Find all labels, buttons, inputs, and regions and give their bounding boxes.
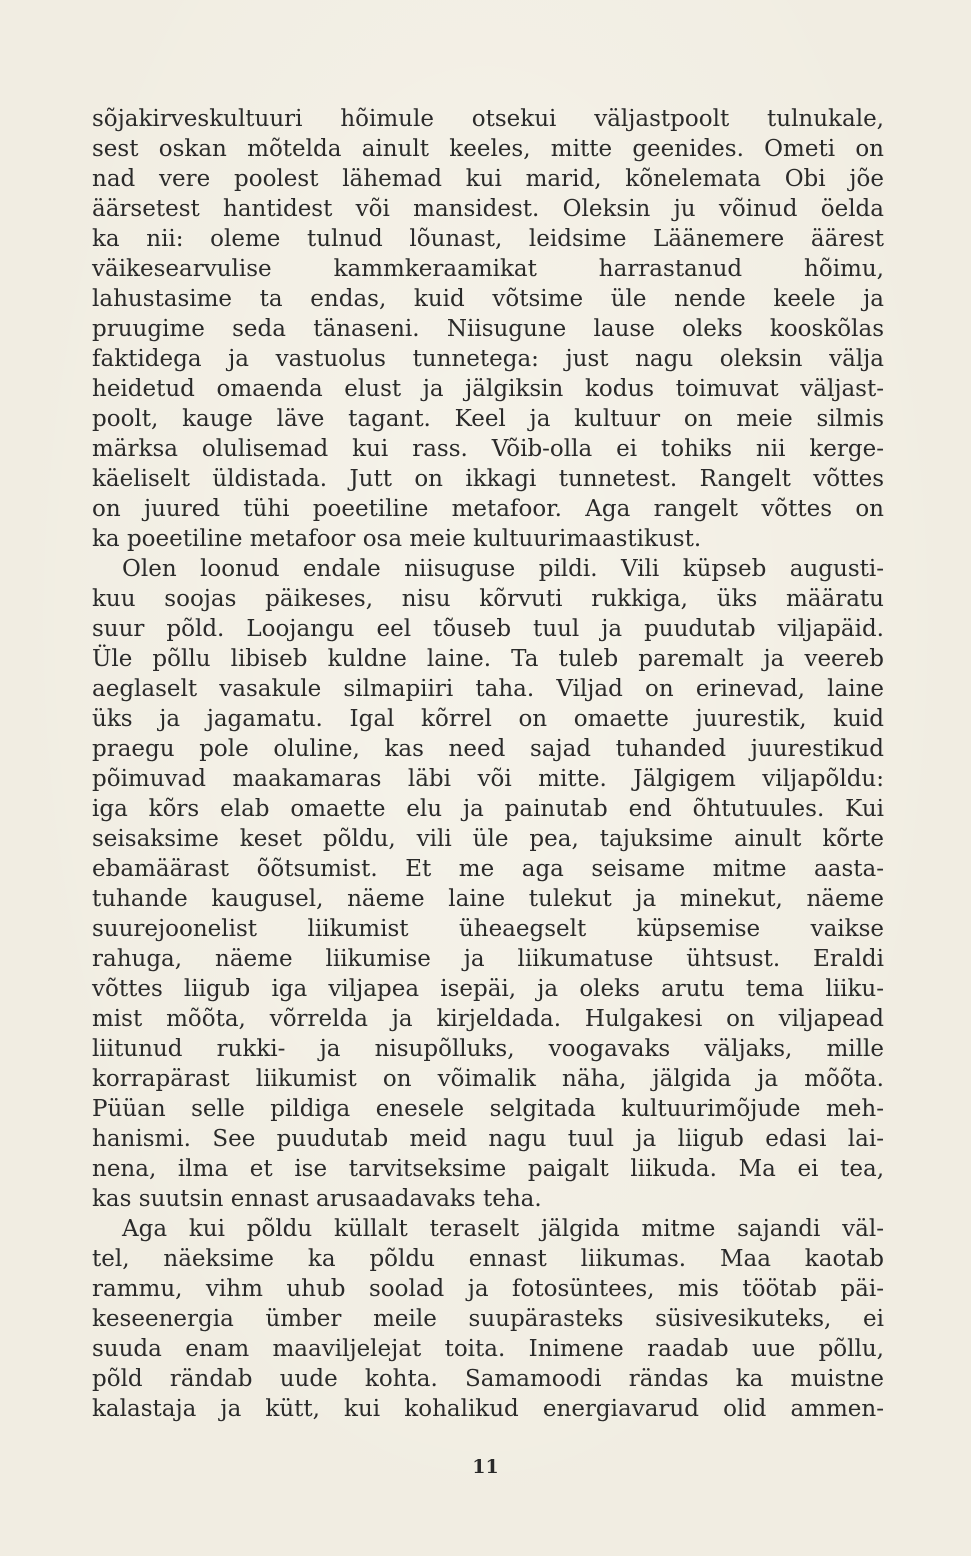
text-line: lahustasime ta endas, kuid võtsime üle nende keele ja [92,286,884,312]
text-line: aeglaselt vasakule silmapiiri taha. Viljad on erinevad, laine [92,676,884,702]
page-number: 11 [472,1456,499,1478]
paragraph-first-line: Olen loonud endale niisuguse pildi. Vili küpseb augusti- [122,556,884,582]
text-line: käeliselt üldistada. Jutt on ikkagi tunnetest. Rangelt võttes [92,466,884,492]
text-line: on juured tühi poeetiline metafoor. Aga rangelt võttes on [92,496,884,522]
text-line: üks ja jagamatu. Igal kõrrel on omaette juurestik, kuid [92,706,884,732]
text-line: ebamäärast õõtsumist. Et me aga seisame mitme aasta- [92,856,884,882]
text-line: rahuga, näeme liikumise ja liikumatuse ühtsust. Eraldi [92,946,884,972]
text-line: heidetud omaenda elust ja jälgiksin kodus toimuvat väljast- [92,376,884,402]
text-line: nena, ilma et ise tarvitseksime paigalt liikuda. Ma ei tea, [92,1156,884,1182]
text-line: suurejoonelist liikumist üheaegselt küpsemise vaikse [92,916,884,942]
text-line: suuda enam maaviljelejat toita. Inimene raadab uue põllu, [92,1336,884,1362]
text-line: seisaksime keset põldu, vili üle pea, tajuksime ainult kõrte [92,826,884,852]
text-line: Üle põllu libiseb kuldne laine. Ta tuleb paremalt ja veereb [92,646,884,672]
text-line: ka nii: oleme tulnud lõunast, leidsime Läänemere äärest [92,226,884,252]
paragraph-last-line: kas suutsin ennast arusaadavaks teha. [92,1186,542,1212]
text-line: kalastaja ja kütt, kui kohalikud energiavarud olid ammen- [92,1396,884,1422]
text-line: nad vere poolest lähemad kui marid, kõnelemata Obi jõe [92,166,884,192]
paragraph-first-line: Aga kui põldu küllalt teraselt jälgida mitme sajandi väl- [122,1216,884,1242]
text-line: keseenergia ümber meile suupärasteks süsivesikuteks, ei [92,1306,884,1332]
text-line: mist mõõta, võrrelda ja kirjeldada. Hulgakesi on viljapead [92,1006,884,1032]
text-line: kuu soojas päikeses, nisu kõrvuti rukkiga, üks määratu [92,586,884,612]
text-line: tuhande kaugusel, näeme laine tulekut ja minekut, näeme [92,886,884,912]
text-line: äärsetest hantidest või mansidest. Oleksin ju võinud öelda [92,196,884,222]
text-line: sõjakirveskultuuri hõimule otsekui väljastpoolt tulnukale, [92,106,884,132]
text-line: põimuvad maakamaras läbi või mitte. Jälgigem viljapõldu: [92,766,884,792]
text-line: hanismi. See puudutab meid nagu tuul ja liigub edasi lai- [92,1126,884,1152]
text-line: sest oskan mõtelda ainult keeles, mitte geenides. Ometi on [92,136,884,162]
paragraph-last-line: ka poeetiline metafoor osa meie kultuurimaastikust. [92,526,702,552]
text-line: korrapärast liikumist on võimalik näha, jälgida ja mõõta. [92,1066,884,1092]
text-line: põld rändab uude kohta. Samamoodi rändas ka muistne [92,1366,884,1392]
body-text [92,104,884,1424]
text-line: suur põld. Loojangu eel tõuseb tuul ja puudutab viljapäid. [92,616,884,642]
text-line: pruugime seda tänaseni. Niisugune lause oleks kooskõlas [92,316,884,342]
text-line: tel, näeksime ka põldu ennast liikumas. Maa kaotab [92,1246,884,1272]
text-line: poolt, kauge läve tagant. Keel ja kultuur on meie silmis [92,406,884,432]
text-line: liitunud rukki- ja nisupõlluks, voogavaks väljaks, mille [92,1036,884,1062]
text-line: Püüan selle pildiga enesele selgitada kultuurimõjude meh- [92,1096,884,1122]
text-line: praegu pole oluline, kas need sajad tuhanded juurestikud [92,736,884,762]
text-line: iga kõrs elab omaette elu ja painutab end õhtutuules. Kui [92,796,884,822]
text-line: faktidega ja vastuolus tunnetega: just nagu oleksin välja [92,346,884,372]
text-line: võttes liigub iga viljapea isepäi, ja oleks arutu tema liiku- [92,976,884,1002]
text-line: märksa olulisemad kui rass. Võib-olla ei tohiks nii kerge- [92,436,884,462]
text-line: väikesearvulise kammkeraamikat harrastanud hõimu, [92,256,884,282]
text-line: rammu, vihm uhub soolad ja fotosüntees, mis töötab päi- [92,1276,884,1302]
